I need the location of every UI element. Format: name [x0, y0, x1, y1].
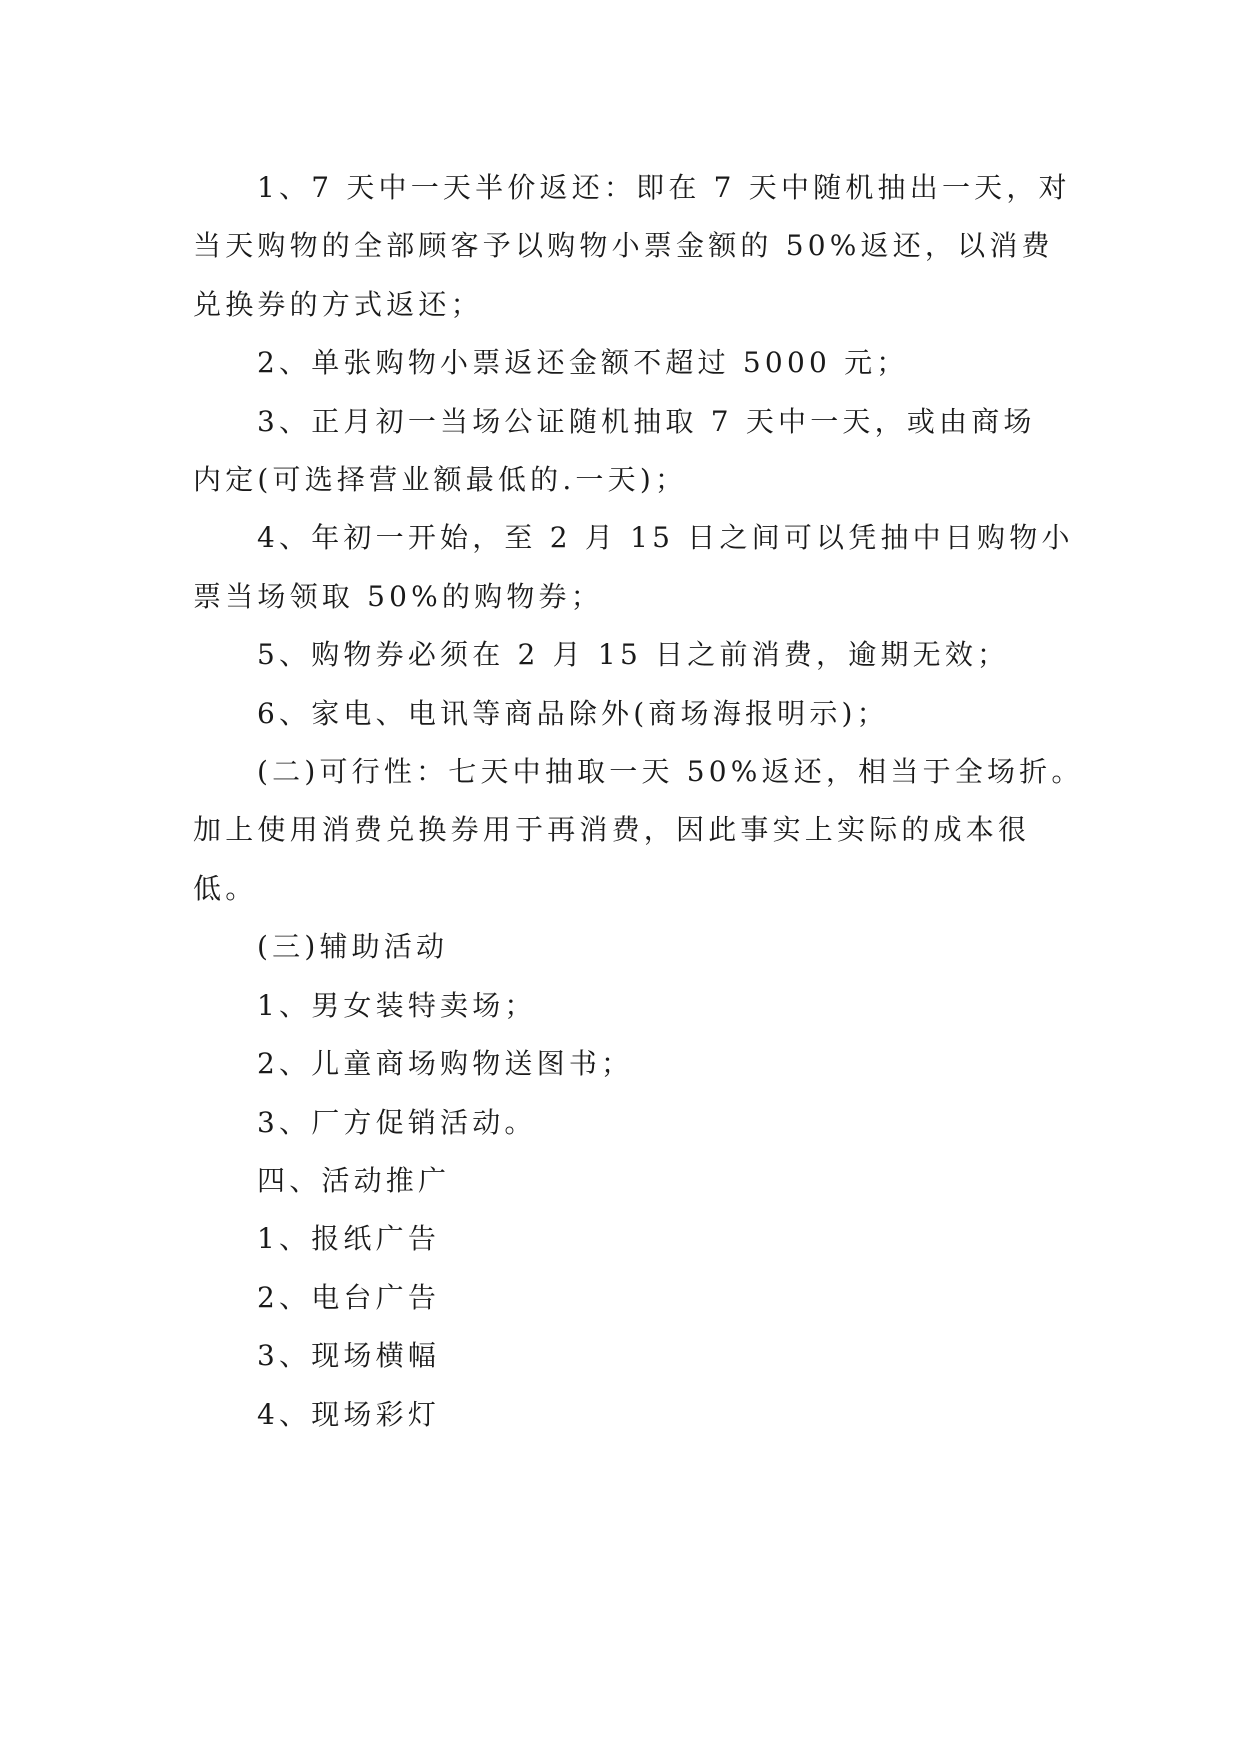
text-line: 2、单张购物小票返还金额不超过 5000 元；: [257, 346, 909, 380]
text-line: 低。: [193, 871, 258, 905]
text-line: 4、年初一开始，至 2 月 15 日之间可以凭抽中日购物小: [257, 521, 1074, 555]
text-line: 当天购物的全部顾客予以购物小票金额的 50%返还，以消费: [193, 229, 1054, 263]
list-item: 3、现场横幅: [257, 1339, 441, 1373]
text-line: 1、7 天中一天半价返还：即在 7 天中随机抽出一天，对: [257, 171, 1071, 204]
text-line: 加上使用消费兑换券用于再消费，因此事实上实际的成本很: [193, 813, 1031, 847]
section-heading: (三)辅助活动: [257, 930, 449, 964]
document-body: [193, 159, 1084, 1444]
text-line: 兑换券的方式返还；: [193, 287, 483, 321]
text-line: 6、家电、电讯等商品除外(商场海报明示)；: [257, 696, 889, 730]
list-item: 3、厂方促销活动。: [257, 1105, 537, 1139]
list-item: 1、报纸广告: [257, 1222, 441, 1256]
list-item: 2、电台广告: [257, 1280, 441, 1314]
text-line: 5、购物券必须在 2 月 15 日之前消费，逾期无效；: [257, 638, 1010, 672]
list-item: 1、男女装特卖场；: [257, 988, 537, 1022]
text-line: 票当场领取 50%的购物券；: [193, 579, 603, 613]
section-heading: 四、活动推广: [257, 1163, 451, 1197]
list-item: 2、儿童商场购物送图书；: [257, 1047, 634, 1081]
text-line: 内定(可选择营业额最低的.一天)；: [193, 463, 688, 497]
list-item: 4、现场彩灯: [257, 1397, 441, 1431]
text-line: (二)可行性：七天中抽取一天 50%返还，相当于全场折。: [257, 755, 1084, 789]
text-line: 3、正月初一当场公证随机抽取 7 天中一天，或由商场: [257, 404, 1036, 438]
